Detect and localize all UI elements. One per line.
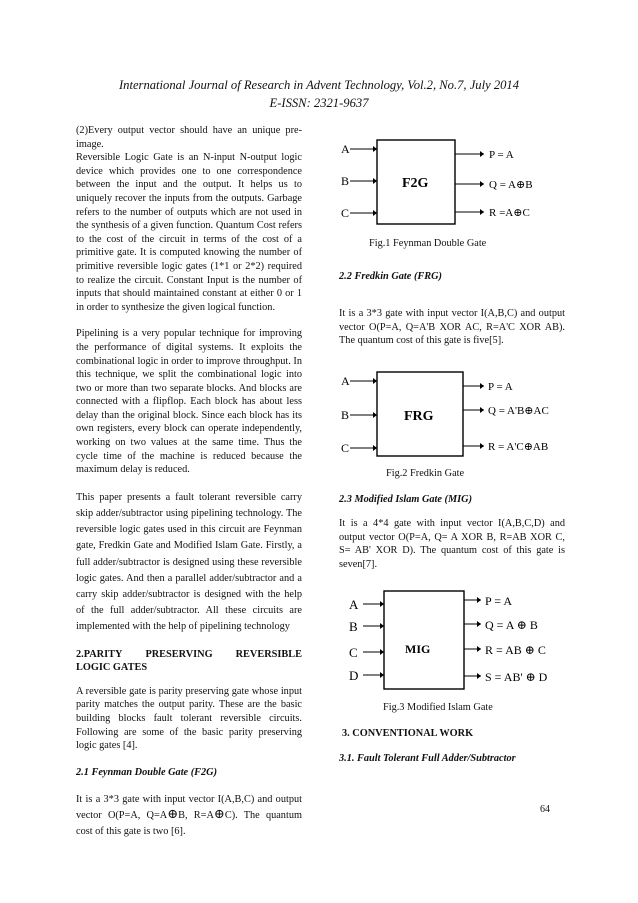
input-label: C xyxy=(349,645,358,660)
figure-mig xyxy=(345,589,565,693)
text-run: B, R=A xyxy=(178,810,214,822)
output-label: P = A xyxy=(489,149,514,161)
gate-box xyxy=(384,591,464,689)
output-label: Q = A'B⊕AC xyxy=(488,405,549,417)
arrow-head xyxy=(480,383,484,389)
arrow-head xyxy=(477,621,481,627)
output-label: R = A'C⊕AB xyxy=(488,441,549,453)
figure-caption: Fig.2 Fredkin Gate xyxy=(386,468,465,479)
left-column xyxy=(76,124,302,840)
gate-label: FRG xyxy=(404,409,434,424)
issn: E-ISSN: 2321-9637 xyxy=(269,96,369,110)
input-label: A xyxy=(349,597,359,612)
output-label: R =A⊕C xyxy=(489,207,530,219)
section-heading: 3. CONVENTIONAL WORK xyxy=(342,728,474,739)
figure-caption: Fig.1 Feynman Double Gate xyxy=(369,238,487,249)
gate-label: F2G xyxy=(402,176,429,191)
input-label: C xyxy=(341,206,350,220)
paragraph: This paper presents a fault tolerant reversible carry skip adder/subtractor using pipelining technology. The reversible logic gates used in this circuit are Feynman gate, Fredkin Gate and Modified Islam Gate. Firstly, a full adder/subtractor is designed using these reversible logic gates. And then a parallel adder/subtractor and a carry skip adder/subtractor is designed with the help of the full adder/subtractor. All these circuits are implemented with the help of pipelining technology xyxy=(76,491,302,633)
xor-symbol: ⊕ xyxy=(213,806,225,822)
input-label: A xyxy=(341,374,350,388)
paragraph: Reversible Logic Gate is an N-input N-output logic device which provides one to one correspondence between the input and the output. It helps us to uniquely recover the inputs from the outputs. Garbage refers to the number of outputs which are not used in the synthesis of a given function. Quantum Cost refers to the cost of the circuit in terms of the cost of a primitive gate. It is computed knowing the number of primitive reversible logic gates (1*1 or 2*2) required to realize the circuit. Constant Input is the number of inputs that should maintained constant at either 0 or 1 in order to synthesize the given logical function. xyxy=(76,152,302,313)
xor-symbol: ⊕ xyxy=(167,806,179,822)
paragraph-text: It is a 4*4 gate with input vector I(A,B,C,D) and output vector O(P=A, Q= A XOR B, R=AB XOR C, S= AB' XOR D). The quantum cost of this gate is seven[7]. xyxy=(339,518,565,570)
input-label: B xyxy=(341,174,350,188)
input-label: B xyxy=(341,408,350,422)
heading-word: REVERSIBLE xyxy=(235,648,302,660)
arrow-head xyxy=(480,443,484,449)
paragraph: A reversible gate is parity preserving gate whose input parity matches the output parity. These are the basic building blocks fault tolerant reversible circuits. Following are some of the basic parity preserving logic gates [4]. xyxy=(76,685,302,752)
journal-title: International Journal of Research in Advent Technology, Vol.2, No.7, July 2014 xyxy=(118,78,520,92)
text-run: C). The quantum cost of this gate is two [6]. xyxy=(76,810,302,838)
arrow-head xyxy=(480,209,484,215)
page-number: 64 xyxy=(540,804,550,815)
arrow-head xyxy=(480,407,484,413)
paragraph xyxy=(76,792,302,840)
subsection-heading: 2.1 Feynman Double Gate (F2G) xyxy=(76,766,218,778)
figure-caption: Fig.3 Modified Islam Gate xyxy=(383,702,493,713)
paragraph: (2)Every output vector should have an unique pre-image. xyxy=(76,125,302,150)
output-label: S = AB' ⊕ D xyxy=(485,670,548,684)
output-label: Q = A⊕B xyxy=(489,179,533,191)
input-label: A xyxy=(341,142,350,156)
input-label: D xyxy=(349,668,359,683)
output-label: Q = A ⊕ B xyxy=(485,618,538,632)
heading-word: 2.PARITY xyxy=(76,648,123,660)
arrow-head xyxy=(480,151,484,157)
paragraph xyxy=(339,307,565,348)
heading-word: PRESERVING xyxy=(145,648,213,660)
subsection-heading: 2.3 Modified Islam Gate (MIG) xyxy=(339,494,472,505)
arrow-head xyxy=(480,181,484,187)
figure-frg xyxy=(336,364,576,460)
output-label: R = AB ⊕ C xyxy=(485,643,546,657)
paragraph-text: It is a 3*3 gate with input vector I(A,B,C) and output vector O(P=A, Q=A'B XOR AC, R=A'C XOR AB). The quantum cost of this gate is five[5]. xyxy=(339,308,565,347)
input-label: B xyxy=(349,619,358,634)
output-label: P = A xyxy=(488,381,513,393)
section-heading-cont: LOGIC GATES xyxy=(76,662,148,674)
figure-f2g xyxy=(336,136,536,232)
arrow-head xyxy=(477,673,481,679)
section-heading xyxy=(76,648,302,662)
gate-label: MIG xyxy=(405,642,431,656)
input-label: C xyxy=(341,441,350,455)
subsection-heading: 3.1. Fault Tolerant Full Adder/Subtractor xyxy=(339,753,516,764)
paragraph xyxy=(339,517,565,571)
arrow-head xyxy=(477,646,481,652)
arrow-head xyxy=(477,597,481,603)
text-run: It is a 3*3 gate with input vector I(A,B,C) and output vector O(P=A, Q=A xyxy=(76,794,302,822)
subsection-heading: 2.2 Fredkin Gate (FRG) xyxy=(339,271,442,282)
output-label: P = A xyxy=(485,594,512,608)
paragraph: Pipelining is a very popular technique for improving the performance of digital systems. It exploits the combinational logic in order to improve throughput. In this technique, we split the combinational logic into two or more than two separate blocks. And blocks are connected with a flipflop. Each block has about less delay than the original block. Since each block has its own registers, every block can operate independently, working on two values at the same time. Thus the cycle time of the machine is reduced because the maximum delay is reduced. xyxy=(76,328,302,476)
